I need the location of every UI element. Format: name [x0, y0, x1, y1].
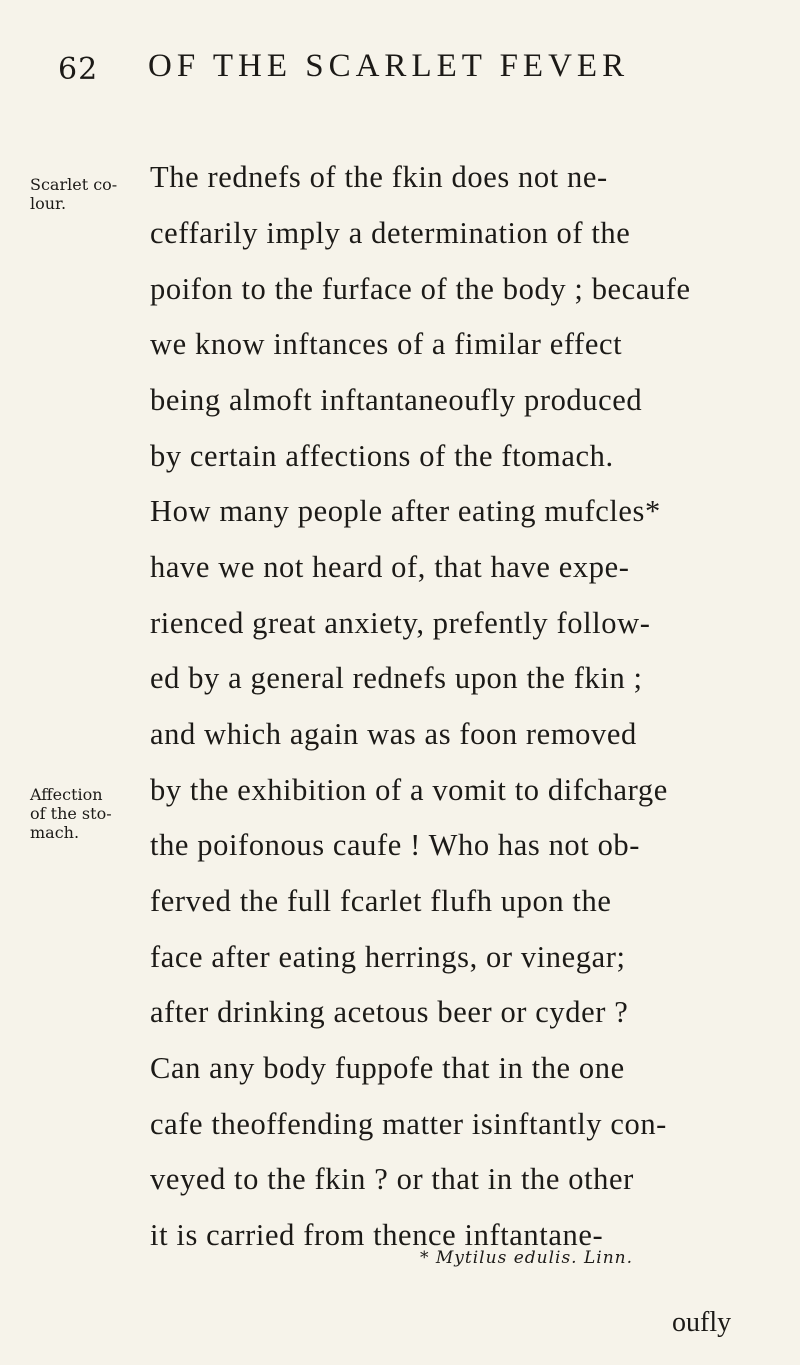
margin-note-line: Affection: [30, 785, 103, 804]
page-number: 62: [58, 52, 99, 87]
body-line: Can any body fuppofe that in the one: [150, 1051, 625, 1085]
body-line: by the exhibition of a vomit to difcharge: [150, 773, 668, 807]
body-line: poifon to the furface of the body ; becaufe: [150, 272, 691, 306]
catchword: oufly: [672, 1307, 732, 1338]
body-line: the poifonous caufe ! Who has not ob-: [150, 828, 641, 862]
margin-note-line: lour.: [30, 194, 67, 213]
body-line: have we not heard of, that have expe-: [150, 550, 630, 584]
body-line: ferved the full fcarlet flufh upon the: [150, 884, 612, 918]
body-line: ed by a general rednefs upon the fkin ;: [150, 661, 643, 695]
margin-note-line: Scarlet co-: [30, 175, 118, 194]
body-line: it is carried from thence inftantane-: [150, 1218, 604, 1252]
margin-note-stomach: [30, 785, 148, 842]
footnote: * Mytilus edulis. Linn.: [420, 1248, 634, 1268]
running-head: OF THE SCARLET FEVER: [148, 48, 630, 84]
body-line: veyed to the fkin ? or that in the other: [150, 1162, 634, 1196]
body-line: ceffarily imply a determination of the: [150, 216, 631, 250]
body-line: we know inftances of a fimilar effect: [150, 327, 623, 361]
body-line: The rednefs of the fkin does not ne-: [150, 160, 608, 194]
margin-note-scarlet-colour: [30, 175, 148, 213]
body-line: face after eating herrings, or vinegar;: [150, 940, 626, 974]
margin-note-line: mach.: [30, 823, 80, 842]
body-line: after drinking acetous beer or cyder ?: [150, 995, 629, 1029]
body-line: How many people after eating mufcles*: [150, 494, 661, 528]
margin-note-line: of the sto-: [30, 804, 112, 823]
body-line: and which again was as foon removed: [150, 717, 637, 751]
body-line: by certain affections of the ftomach.: [150, 439, 614, 473]
body-line: being almoft inftantaneoufly produced: [150, 383, 643, 417]
body-line: cafe theoffending matter isinftantly con-: [150, 1107, 667, 1141]
body-line: rienced great anxiety, prefently follow-: [150, 606, 651, 640]
